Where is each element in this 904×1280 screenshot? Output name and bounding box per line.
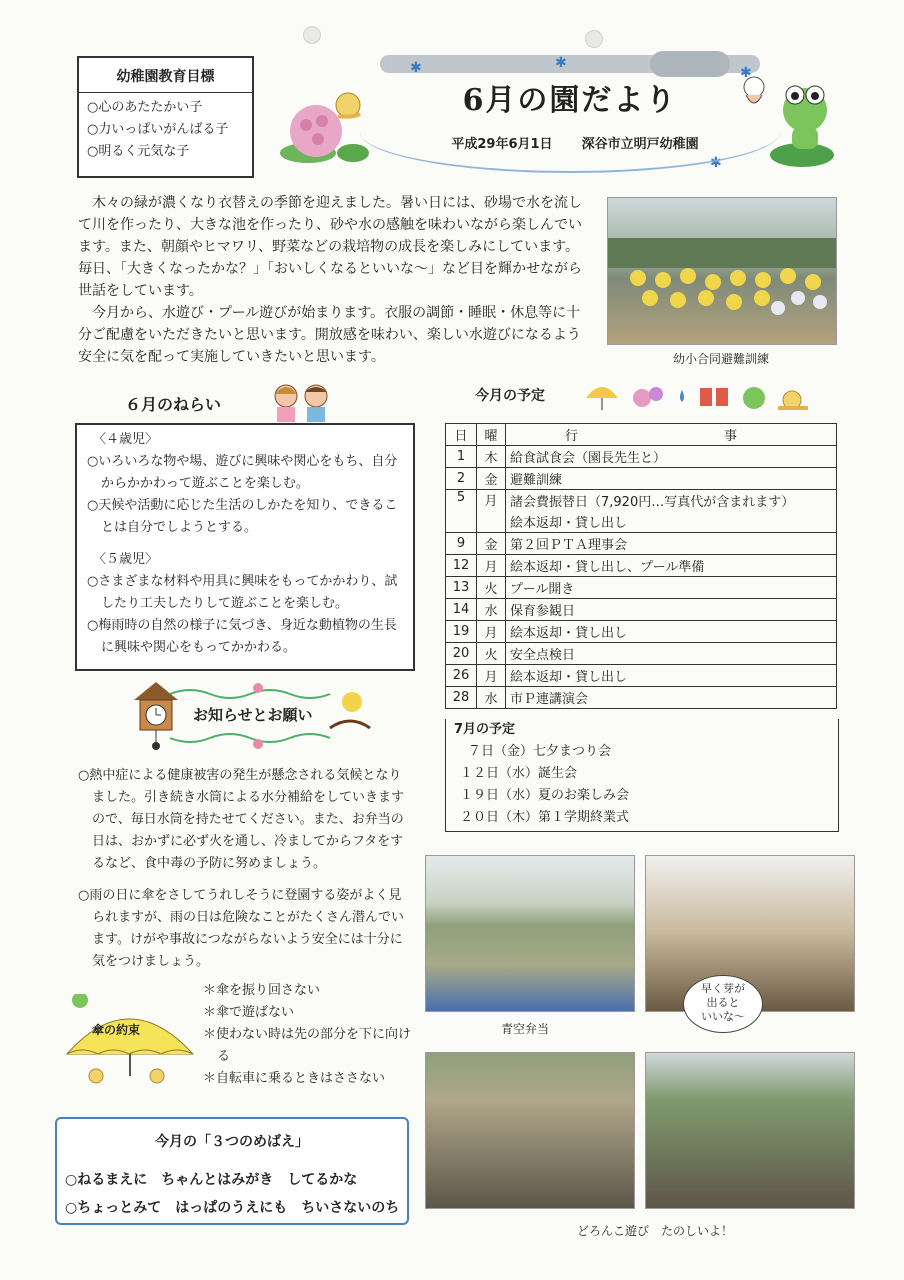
column-header: 行 事	[506, 424, 837, 446]
july-item: ２０日（木）第１学期終業式	[460, 810, 630, 825]
star-icon: ✱	[740, 65, 752, 81]
weekday-cell: 火	[477, 643, 506, 665]
day-cell: 2	[446, 468, 477, 490]
event-cell: 市Ｐ連講演会	[506, 687, 837, 709]
goal-item: ○心のあたたかい子	[87, 100, 203, 115]
three-mebae-box	[55, 1117, 409, 1225]
weekday-cell: 金	[477, 468, 506, 490]
umbrella-rules	[203, 980, 413, 1090]
bubble-line: 早く芽が	[701, 982, 745, 995]
goals-title: 幼稚園教育目標	[79, 58, 252, 93]
aims-group-label: 〈４歳児〉	[93, 432, 159, 447]
mud-play-photo-1	[425, 1052, 635, 1209]
notice-item: ○熱中症による健康被害の発生が懸念される気候となりました。引き続き水筒による水分補給をしていきますので、毎日水筒を持たせてください。また、お弁当の日は、おかずに必ず火を通し、冷ましてからフタをするなど、食中毒の予防に努めましょう。	[78, 768, 405, 871]
page-title: 6月の園だより	[462, 83, 678, 118]
outdoor-lunch-photo	[425, 855, 635, 1012]
mebae-line: ○ねるまえに ちゃんとはみがき してるかな	[65, 1172, 358, 1188]
day-cell: 9	[446, 533, 477, 555]
aim-item: ○天候や活動に応じた生活のしかたを知り、できることは自分でしようとする。	[87, 498, 398, 535]
event-cell: 安全点検日	[506, 643, 837, 665]
goal-item: ○明るく元気な子	[87, 144, 190, 159]
event-cell: プール開き	[506, 577, 837, 599]
day-cell: 12	[446, 555, 477, 577]
table-row	[446, 533, 837, 555]
evacuation-drill-photo	[607, 197, 837, 345]
weekday-cell: 木	[477, 446, 506, 468]
punch-hole	[303, 26, 321, 44]
table-row	[446, 599, 837, 621]
weekday-cell: 月	[477, 555, 506, 577]
mud-photo-caption: どろんこ遊び たのしいよ！	[576, 1224, 733, 1238]
weekday-cell: 月	[477, 621, 506, 643]
july-schedule	[445, 719, 839, 832]
weekday-cell: 金	[477, 533, 506, 555]
umbrella-label: 傘の約束	[92, 1023, 141, 1037]
issue-date: 平成29年6月1日	[451, 137, 553, 152]
table-header-row	[446, 424, 837, 446]
notice-heading: お知らせとお願い	[193, 706, 313, 724]
bubble-line: 出ると	[706, 996, 740, 1009]
event-cell: 避難訓練	[506, 468, 837, 490]
table-row	[446, 468, 837, 490]
intro-paragraph: 木々の緑が濃くなり衣替えの季節を迎えました。暑い日には、砂場で水を流して川を作ったり、大きな池を作ったり、砂や水の感触を味わいながら楽しんでいます。また、朝顔やヒマワリ、野菜などの栽培物の成長を楽しみにしています。毎日、「大きくなったかな？」「おいしくなるといいな～」など目を輝かせながら世話をしています。	[78, 195, 582, 299]
mebae-line: ○ちょっとみて はっぱのうえにも ちいさないのち	[65, 1200, 400, 1216]
day-cell: 19	[446, 621, 477, 643]
star-icon: ✱	[555, 55, 567, 71]
day-cell: 5	[446, 490, 477, 533]
event-cell: 第２回ＰＴＡ理事会	[506, 533, 837, 555]
schedule-heading: 今月の予定	[475, 388, 545, 404]
goal-item: ○力いっぱいがんばる子	[87, 122, 229, 137]
hydrangea-snail-icon	[278, 83, 373, 178]
event-cell: 給食試食会（園長先生と）	[506, 446, 837, 468]
punch-hole	[585, 30, 603, 48]
table-row	[446, 577, 837, 599]
umbrella-icon	[62, 994, 197, 1089]
day-cell: 13	[446, 577, 477, 599]
drill-photo-caption: 幼小合同避難訓練	[672, 352, 769, 366]
notice-text	[78, 765, 413, 983]
mud-play-photo-2	[645, 1052, 855, 1209]
umbrella-rule: ＊傘で遊ばない	[203, 1005, 295, 1020]
bubble-line: いいな～	[701, 1010, 745, 1023]
star-icon: ✱	[710, 155, 722, 171]
aim-item: ○いろいろな物や場、遊びに興味や関心をもち、自分からかかわって遊ぶことを楽しむ。	[87, 454, 398, 491]
speech-bubble	[683, 975, 763, 1033]
umbrella-rule: ＊傘を振り回さない	[203, 983, 321, 998]
weekday-cell: 月	[477, 665, 506, 687]
event-cell: 諸会費振替日（7,920円…写真代が含まれます）	[506, 490, 837, 512]
day-cell: 26	[446, 665, 477, 687]
umbrella-rule: ＊自転車に乗るときはささない	[203, 1071, 386, 1086]
event-cell: 絵本返却・貸し出し	[506, 621, 837, 643]
crowd-illustration	[608, 198, 836, 344]
school-name: 深谷市立明戸幼稚園	[581, 137, 699, 152]
july-item: １２日（水）誕生会	[460, 766, 578, 781]
day-cell: 1	[446, 446, 477, 468]
star-icon: ✱	[410, 60, 422, 76]
day-cell: 20	[446, 643, 477, 665]
lunch-photo-caption: 青空弁当	[500, 1022, 549, 1036]
july-item: ７日（金）七夕まつり会	[468, 744, 612, 759]
aim-item: ○さまざまな材料や用具に興味をもってかかわり、試したり工夫したりして遊ぶことを楽しむ。	[87, 574, 398, 611]
schedule-table	[445, 423, 837, 709]
mebae-title: 今月の「３つのめばえ」	[155, 1134, 309, 1150]
day-cell: 28	[446, 687, 477, 709]
intro-paragraph: 今月から、水遊び・プール遊びが始まります。衣服の調節・睡眠・休息等に十分ご配慮をいただきたいと思います。開放感を味わい、楽しい水遊びになるよう安全に気を配って実施していきたいと思います。	[78, 305, 581, 365]
weekday-cell: 水	[477, 599, 506, 621]
table-row	[446, 687, 837, 709]
event-cell: 絵本返却・貸し出し	[506, 511, 837, 533]
column-header: 曜	[477, 424, 506, 446]
umbrella-rule: ＊使わない時は先の部分を下に向ける	[203, 1027, 412, 1064]
event-cell: 絵本返却・貸し出し、プール準備	[506, 555, 837, 577]
table-row	[446, 555, 837, 577]
column-header: 日	[446, 424, 477, 446]
table-row	[446, 621, 837, 643]
event-cell: 保育参観日	[506, 599, 837, 621]
children-icon	[268, 380, 338, 424]
table-row	[446, 643, 837, 665]
july-title: 7月の予定	[454, 722, 516, 737]
event-cell: 絵本返却・貸し出し	[506, 665, 837, 687]
weekday-cell: 火	[477, 577, 506, 599]
monthly-aims-box	[75, 423, 415, 671]
cloud-decoration	[650, 51, 730, 77]
issue-info	[405, 133, 745, 152]
weekday-cell: 水	[477, 687, 506, 709]
title-banner	[300, 55, 830, 175]
day-cell: 14	[446, 599, 477, 621]
aims-heading: ６月のねらい	[125, 395, 222, 414]
rainy-items-icon	[582, 380, 822, 414]
notice-item: ○雨の日に傘をさしてうれしそうに登園する姿がよく見られますが、雨の日は危険なことがたくさん潜んでいます。けがや事故につながらないよう安全には十分に気をつけましょう。	[78, 888, 405, 969]
july-item: １９日（水）夏のお楽しみ会	[460, 788, 630, 803]
table-row	[446, 446, 837, 468]
aim-item: ○梅雨時の自然の様子に気づき、身近な動植物の生長に興味や関心をもってかかわる。	[87, 618, 397, 655]
table-row	[446, 665, 837, 687]
education-goals-box	[77, 56, 254, 178]
intro-text	[78, 192, 593, 368]
table-row	[446, 490, 837, 512]
aims-group-label: 〈５歳児〉	[93, 552, 159, 567]
weekday-cell: 月	[477, 490, 506, 533]
